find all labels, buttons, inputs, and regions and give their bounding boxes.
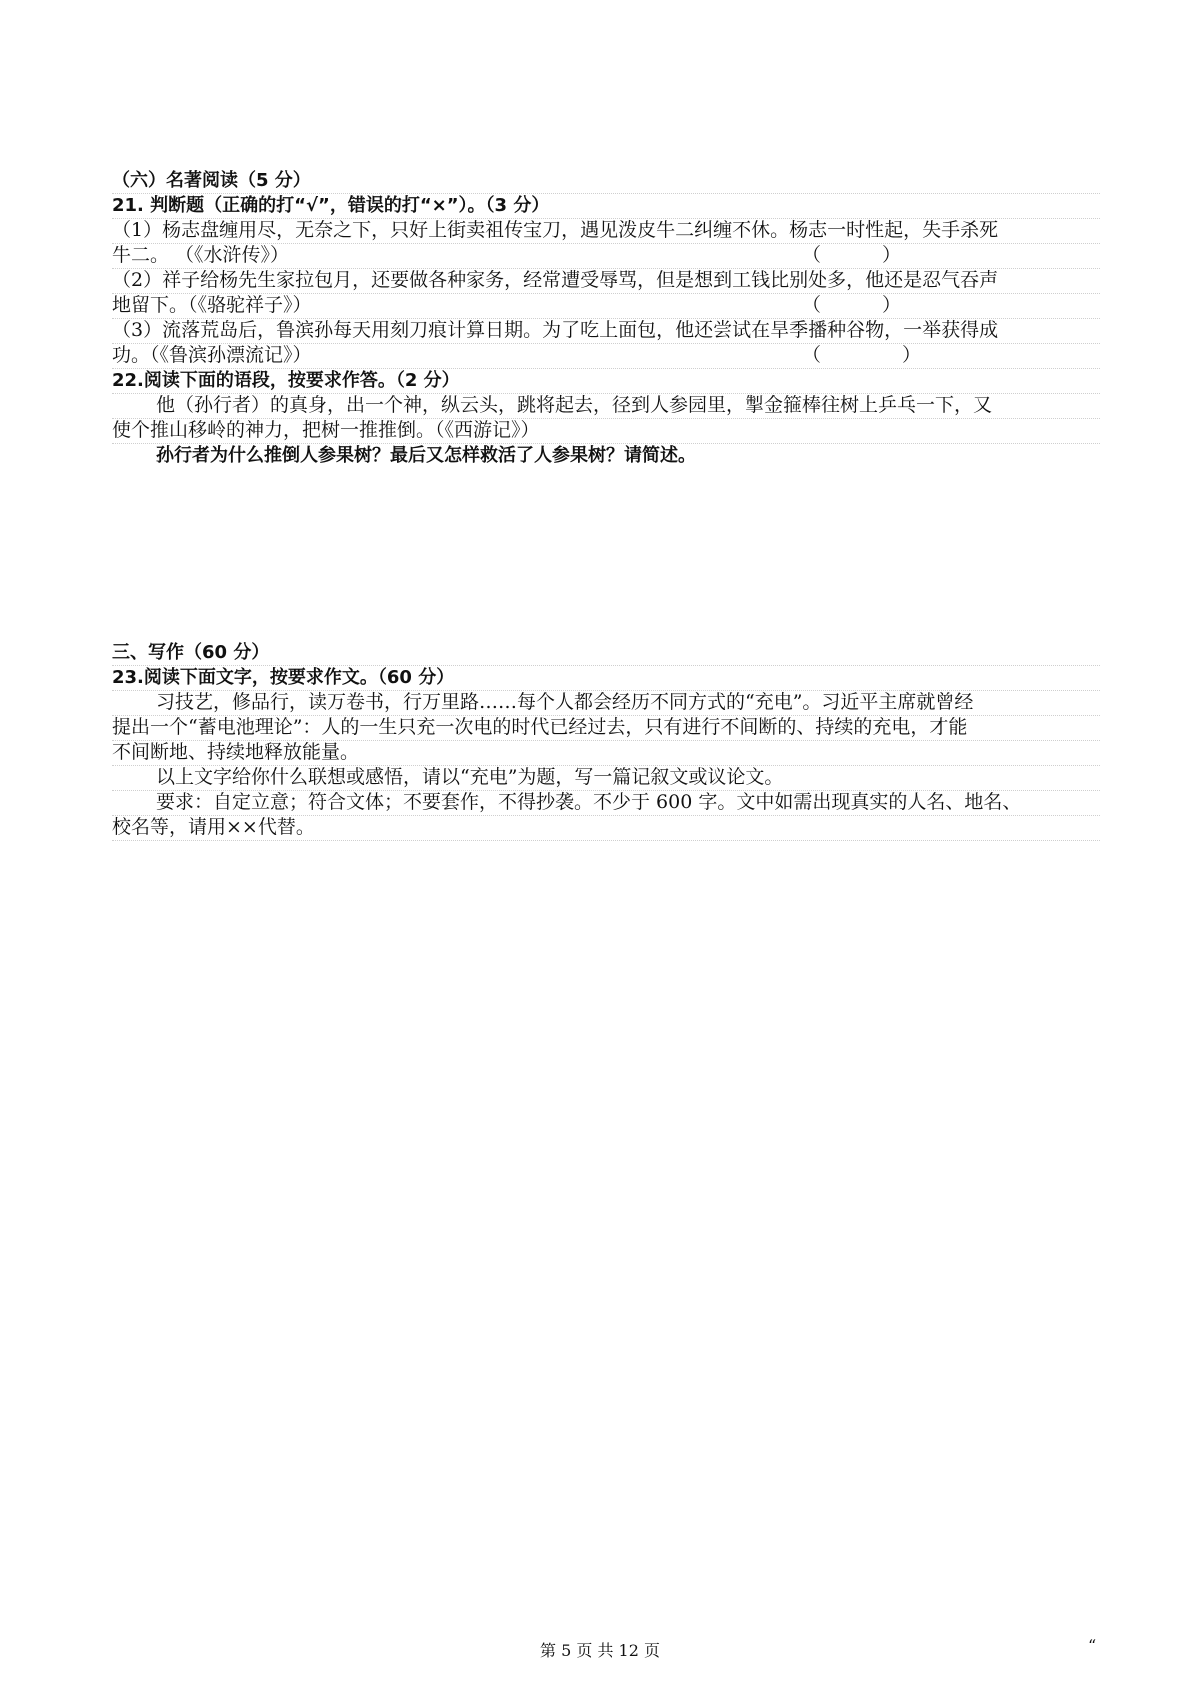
section-3-heading: 三、写作（60 分） [112, 640, 1100, 666]
question-22-passage-line-1: 他（孙行者）的真身，出一个神，纵云头，跳将起去，径到人参园里，掣金箍棒往树上乒乓一下，又 [112, 393, 1100, 419]
page-number: 第 5 页 共 12 页 [540, 1641, 660, 1660]
answer-paren-open: （ [802, 294, 822, 316]
answer-paren-open: （ [802, 344, 822, 366]
question-21-item-3-line-1: （3）流落荒岛后，鲁滨孙每天用刻刀痕计算日期。为了吃上面包，他还尝试在旱季播种谷物，一举获得成 [112, 318, 1100, 344]
question-23-requirements-line-2: 校名等，请用××代替。 [112, 815, 1100, 841]
question-22-prompt: 孙行者为什么推倒人参果树？最后又怎样救活了人参果树？请简述。 [156, 445, 696, 466]
item-1-source: 牛二。 （《水浒传》） [112, 244, 290, 266]
answer-paren-close: ） [882, 294, 902, 316]
question-21-item-2-line-2 [112, 293, 1100, 319]
section-6-heading: （六）名著阅读（5 分） [112, 168, 1100, 194]
answer-paren-open: （ [802, 244, 822, 266]
question-22-title: 22.阅读下面的语段，按要求作答。（2 分） [112, 368, 1100, 394]
question-21-title: 21. 判断题（正确的打“√”，错误的打“×”）。（3 分） [112, 193, 1100, 219]
question-21-item-1-line-2 [112, 243, 1100, 269]
item-3-source: 功。（《鲁滨孙漂流记》） [112, 344, 312, 366]
question-21-item-2-line-1: （2）祥子给杨先生家拉包月，还要做各种家务，经常遭受辱骂，但是想到工钱比别处多，他还是忍气吞声 [112, 268, 1100, 294]
question-21-item-3-line-2 [112, 343, 1100, 369]
corner-mark: “ [1088, 1636, 1097, 1655]
question-23-paragraph-1-line-3: 不间断地、持续地释放能量。 [112, 740, 1100, 766]
answer-paren-close: ） [882, 244, 902, 266]
question-23-title: 23.阅读下面文字，按要求作文。（60 分） [112, 665, 1100, 691]
question-23-paragraph-1-line-2: 提出一个“蓄电池理论”：人的一生只充一次电的时代已经过去，只有进行不间断的、持续的充电，才能 [112, 715, 1100, 741]
item-2-source: 地留下。（《骆驼祥子》） [112, 294, 312, 316]
question-22-passage-line-2: 使个推山移岭的神力，把树一推推倒。（《西游记》） [112, 418, 1100, 444]
question-23-requirements-line-1: 要求：自定立意；符合文体；不要套作，不得抄袭。不少于 600 字。文中如需出现真实的人名、地名、 [112, 790, 1100, 816]
question-21-item-1-line-1: （1）杨志盘缠用尽，无奈之下，只好上街卖祖传宝刀，遇见泼皮牛二纠缠不休。杨志一时性起，失手杀死 [112, 218, 1100, 244]
question-23-paragraph-2: 以上文字给你什么联想或感悟，请以“充电”为题，写一篇记叙文或议论文。 [112, 765, 1100, 791]
question-23-paragraph-1-line-1: 习技艺，修品行，读万卷书，行万里路……每个人都会经历不同方式的“充电”。习近平主席就曾经 [112, 690, 1100, 716]
answer-paren-close: ） [902, 344, 922, 366]
